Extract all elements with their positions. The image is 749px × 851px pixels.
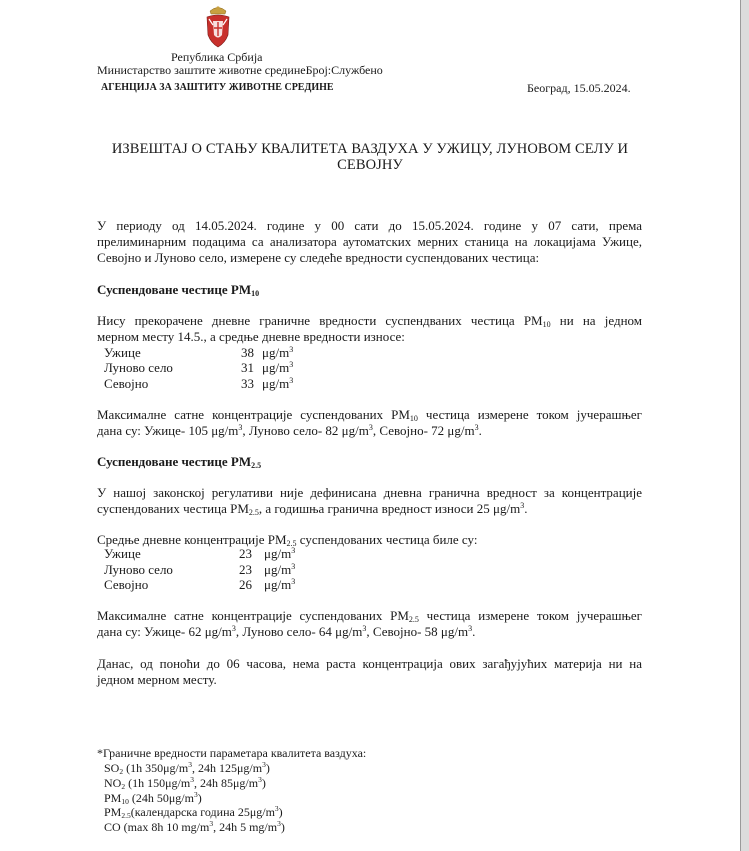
pm25-max-line2 [97,624,642,640]
unit-sup: 3 [289,376,294,385]
unit-sup: 3 [474,423,479,432]
pm10-p1-b: ни на једном [550,313,643,328]
limit-sup: 3 [274,804,279,813]
limit-text: ) [261,776,266,790]
limit-text: ) [278,805,283,819]
unit-sup: 3 [291,546,296,555]
unit-sup: 3 [238,423,243,432]
unit-text: μg/m [264,546,292,561]
header-ministry-line [97,63,383,78]
pm10-max-a: Максималне сатне концентрације суспендованих PM [97,407,410,422]
limit-sup: 3 [277,819,281,828]
header-ministry: Министарство заштите животне средине [97,63,306,77]
intro-line1: У периоду од 14.05.2024. године у 00 сати до 15.05.2024. године у 07 сати, према [97,218,642,233]
pm25-reg-line2 [97,501,642,517]
limit-sub: 2 [121,782,126,791]
pm25-row-unit [264,546,295,562]
limit-text: SO [104,761,120,775]
limit-pm25 [104,805,283,820]
pm25-reg-a: суспендованих честица PM [97,501,249,516]
pm25-reg-line1: У нашој законској регулативи није дефинисана дневна гранична вредност за концентрације [97,485,642,500]
limit-co [104,820,285,835]
pm10-row-value: 38 [241,345,254,360]
pm10-max-b: честица измерене током јучерашњег [417,407,642,422]
pm25-heading-text: Суспендоване честице PM [97,454,252,469]
limit-sub: 10 [121,797,129,806]
pm10-heading-sub: 10 [251,289,260,298]
pm25-heading-sub: 2.5 [251,461,262,470]
limit-text: ) [197,791,202,805]
viewer-scrollbar-track[interactable] [741,0,749,851]
pm25-row-name: Луново село [104,562,173,577]
pm10-row-name: Ужице [104,345,141,360]
unit-text: μg/m [262,376,290,391]
limit-sub: 2.5 [121,811,131,820]
pm25-max-line1 [97,608,642,624]
today-paragraph [97,656,642,688]
pm10-max-lunovo: , Луново село- 82 μg/m [242,423,369,438]
pm25-max-lunovo: , Луново село- 64 μg/m [235,624,363,639]
limit-text: NO [104,776,122,790]
pm25-avg-b: суспендованих честица биле су: [296,532,478,547]
pm10-max-sevojno: , Севојно- 72 μg/m [372,423,475,438]
limit-sup: 3 [258,775,262,784]
limit-text: (24h 50μg/m [128,791,194,805]
limit-sub: 2 [119,767,124,776]
header-place-date: Београд, 15.05.2024. [527,81,631,95]
pm10-max-end: . [478,423,482,438]
unit-text: μg/m [262,345,290,360]
pm25-row-unit [264,577,295,593]
unit-text: μg/m [264,562,292,577]
limit-sup: 3 [188,760,192,769]
pm25-max-sevojno: , Севојно- 58 μg/m [366,624,469,639]
limit-sup: 3 [190,775,194,784]
pm10-p1-line2: мерном месту 14.5., а средње дневне вредности износе: [97,329,405,344]
limit-sup: 3 [209,819,214,828]
pm25-row-value: 23 [239,546,252,561]
report-title [110,141,630,173]
unit-sup: 3 [289,360,294,369]
pm10-row-value: 33 [241,376,254,391]
limit-text: CO [104,820,121,834]
limit-text: (1h 150μg/m [125,776,191,790]
unit-text: μg/m [264,577,292,592]
pm25-reg-end: . [524,501,528,516]
pm25-row-value: 26 [239,577,252,592]
pm25-row-name: Севојно [104,577,149,592]
report-title-line1: ИЗВЕШТАЈ О СТАЊУ КВАЛИТЕТА ВАЗДУХА У УЖИЦУ, ЛУНОВОМ СЕЛУ И [111,141,629,157]
limit-so2 [104,761,270,776]
pm25-max-b: честица измерене током јучерашњег [418,608,642,623]
limit-sup: 3 [193,790,198,799]
limit-sup: 3 [262,760,266,769]
pm10-heading [97,282,259,298]
limit-text: PM [104,805,122,819]
intro-paragraph [97,218,642,266]
pm10-max-line2 [97,423,642,439]
unit-sup: 3 [520,501,525,510]
limit-text: PM [104,791,122,805]
pm10-p1-a: Нису прекорачене дневне граничне вредности суспендваних честица PM [97,313,543,328]
unit-sup: 3 [468,624,473,633]
unit-sup: 3 [291,577,296,586]
pm25-row-name: Ужице [104,546,141,561]
pm25-row-value: 23 [239,562,252,577]
pm25-max-sub: 2.5 [408,615,419,624]
pm10-max-sub: 10 [409,414,418,423]
limit-text: ) [280,820,285,834]
unit-sup: 3 [231,624,236,633]
pm10-p1-line1 [97,313,642,329]
header-ref: Број:Службено [305,63,383,77]
intro-line3: Севојно и Луново село, измерене су следеће вредности суспендованих честица: [97,250,540,265]
pm10-row-unit [262,376,293,392]
unit-text: μg/m [262,360,290,375]
limit-pm10 [104,791,202,806]
limits-heading: *Граничне вредности параметара квалитета ваздуха: [97,746,367,760]
pm25-heading [97,454,261,470]
pm25-row-unit [264,562,295,578]
pm10-row-unit [262,345,293,361]
pm25-reg-b: , а годишња гранична вредност износи 25 μg/m [258,501,521,516]
pm25-max-paragraph [97,608,642,640]
coat-of-arms-icon [205,5,231,49]
pm10-max-line1 [97,407,642,423]
pm10-row-name: Севојно [104,376,149,391]
limit-text: ) [265,761,270,775]
pm25-avg-sub: 2.5 [286,539,297,548]
pm10-heading-text: Суспендоване честице PM [97,282,252,297]
limit-text: (календарска година 25μg/m [130,805,275,819]
limit-text: , 24h 125μg/m [191,761,263,775]
header-agency: АГЕНЦИЈА ЗА ЗАШТИТУ ЖИВОТНЕ СРЕДИНЕ [101,82,334,93]
limit-no2 [104,776,266,791]
pm10-row-name: Луново село [104,360,173,375]
report-title-line2: СЕВОЈНУ [337,157,403,173]
pm25-avg-a: Средње дневне концентрације PM [97,532,287,547]
limit-text: , 24h 85μg/m [193,776,259,790]
pm25-reg-sub: 2.5 [248,508,259,517]
pm10-p1-sub: 10 [542,320,551,329]
limit-text: (max 8h 10 mg/m [120,820,210,834]
unit-sup: 3 [291,562,296,571]
pm25-max-uzice: дана су: Ужице- 62 μg/m [97,624,232,639]
pm25-max-a: Максималне сатне концентрације суспендованих PM [97,608,409,623]
header-republic: Република Србија [171,50,263,64]
limit-text: , 24h 5 mg/m [213,820,278,834]
unit-sup: 3 [362,624,367,633]
pm10-max-paragraph [97,407,642,439]
pm10-max-uzice: дана су: Ужице- 105 μg/m [97,423,239,438]
intro-line2: прелиминарним подацима са анализатора аутоматских мерних станица на локацијама Ужице, [97,234,642,249]
pm10-row-value: 31 [241,360,254,375]
pm10-paragraph [97,313,642,345]
limit-text: (1h 350μg/m [123,761,189,775]
pm10-row-unit [262,360,293,376]
unit-sup: 3 [368,423,373,432]
pm25-max-end: . [472,624,476,639]
today-line1: Данас, од поноћи до 06 часова, нема раста концентрација ових загађујућих материја ни на [97,656,642,671]
unit-sup: 3 [289,345,294,354]
today-line2: једном мерном месту. [97,672,217,687]
pm25-regulation-paragraph [97,485,642,517]
